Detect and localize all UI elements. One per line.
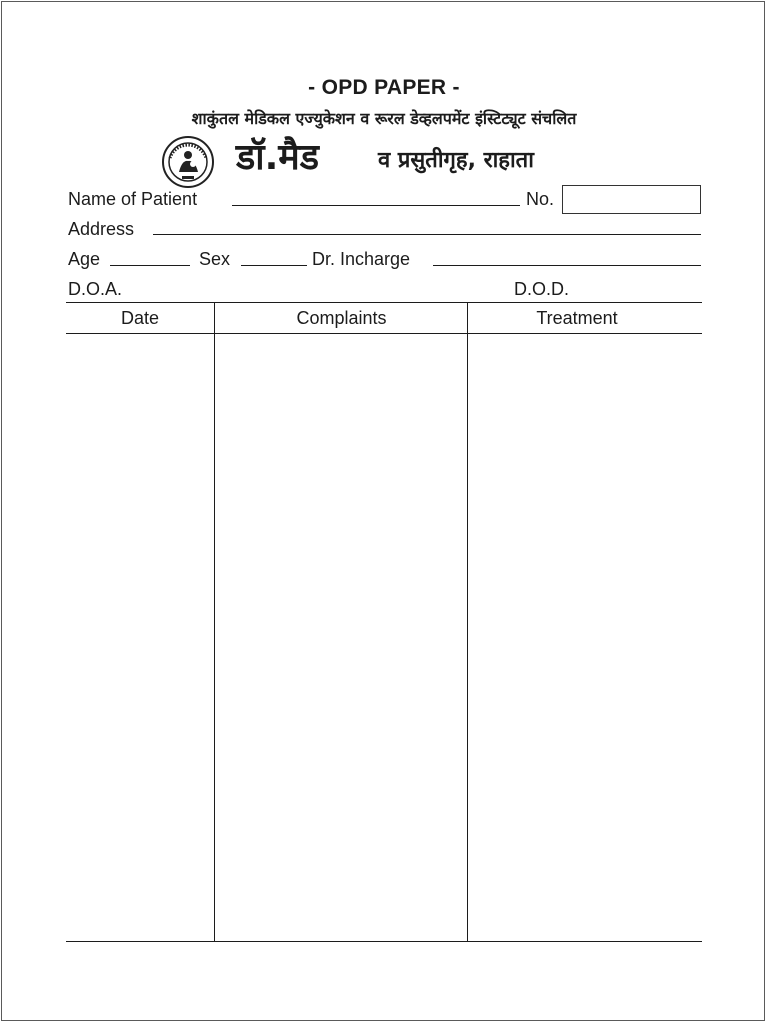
table-header-rule <box>66 333 702 334</box>
hospital-subtitle: व प्रसुतीगृह, राहाता <box>378 148 534 173</box>
table-divider-complaints <box>467 302 468 942</box>
page-title: - OPD PAPER - <box>308 76 460 99</box>
age-label: Age <box>68 249 101 269</box>
patient-name-label: Name of Patient <box>68 189 198 209</box>
table-bottom-rule <box>66 941 702 942</box>
hospital-seal-icon <box>162 136 214 188</box>
table-divider-date <box>214 302 215 942</box>
doa-label: D.O.A. <box>68 279 123 299</box>
address-field[interactable] <box>153 234 701 235</box>
sex-field[interactable] <box>241 265 307 266</box>
number-label: No. <box>526 189 555 209</box>
patient-name-field[interactable] <box>232 205 520 206</box>
institute-subtitle: शाकुंतल मेडिकल एज्युकेशन व रूरल डेव्हलपमेंट इंस्टिट्यूट संचलित <box>191 109 577 128</box>
hospital-name: डॉ.मैड <box>236 137 320 178</box>
age-field[interactable] <box>110 265 190 266</box>
date-column-area[interactable] <box>66 335 214 940</box>
dr-incharge-field[interactable] <box>433 265 701 266</box>
column-header-date: Date <box>120 308 160 328</box>
dr-incharge-label: Dr. Incharge <box>312 249 411 269</box>
column-header-complaints: Complaints <box>296 308 387 328</box>
dod-label: D.O.D. <box>514 279 570 299</box>
complaints-column-area[interactable] <box>216 335 466 940</box>
table-top-rule <box>66 302 702 303</box>
column-header-treatment: Treatment <box>536 308 618 328</box>
treatment-column-area[interactable] <box>469 335 701 940</box>
number-field[interactable] <box>562 185 701 214</box>
sex-label: Sex <box>199 249 231 269</box>
address-label: Address <box>68 219 135 239</box>
